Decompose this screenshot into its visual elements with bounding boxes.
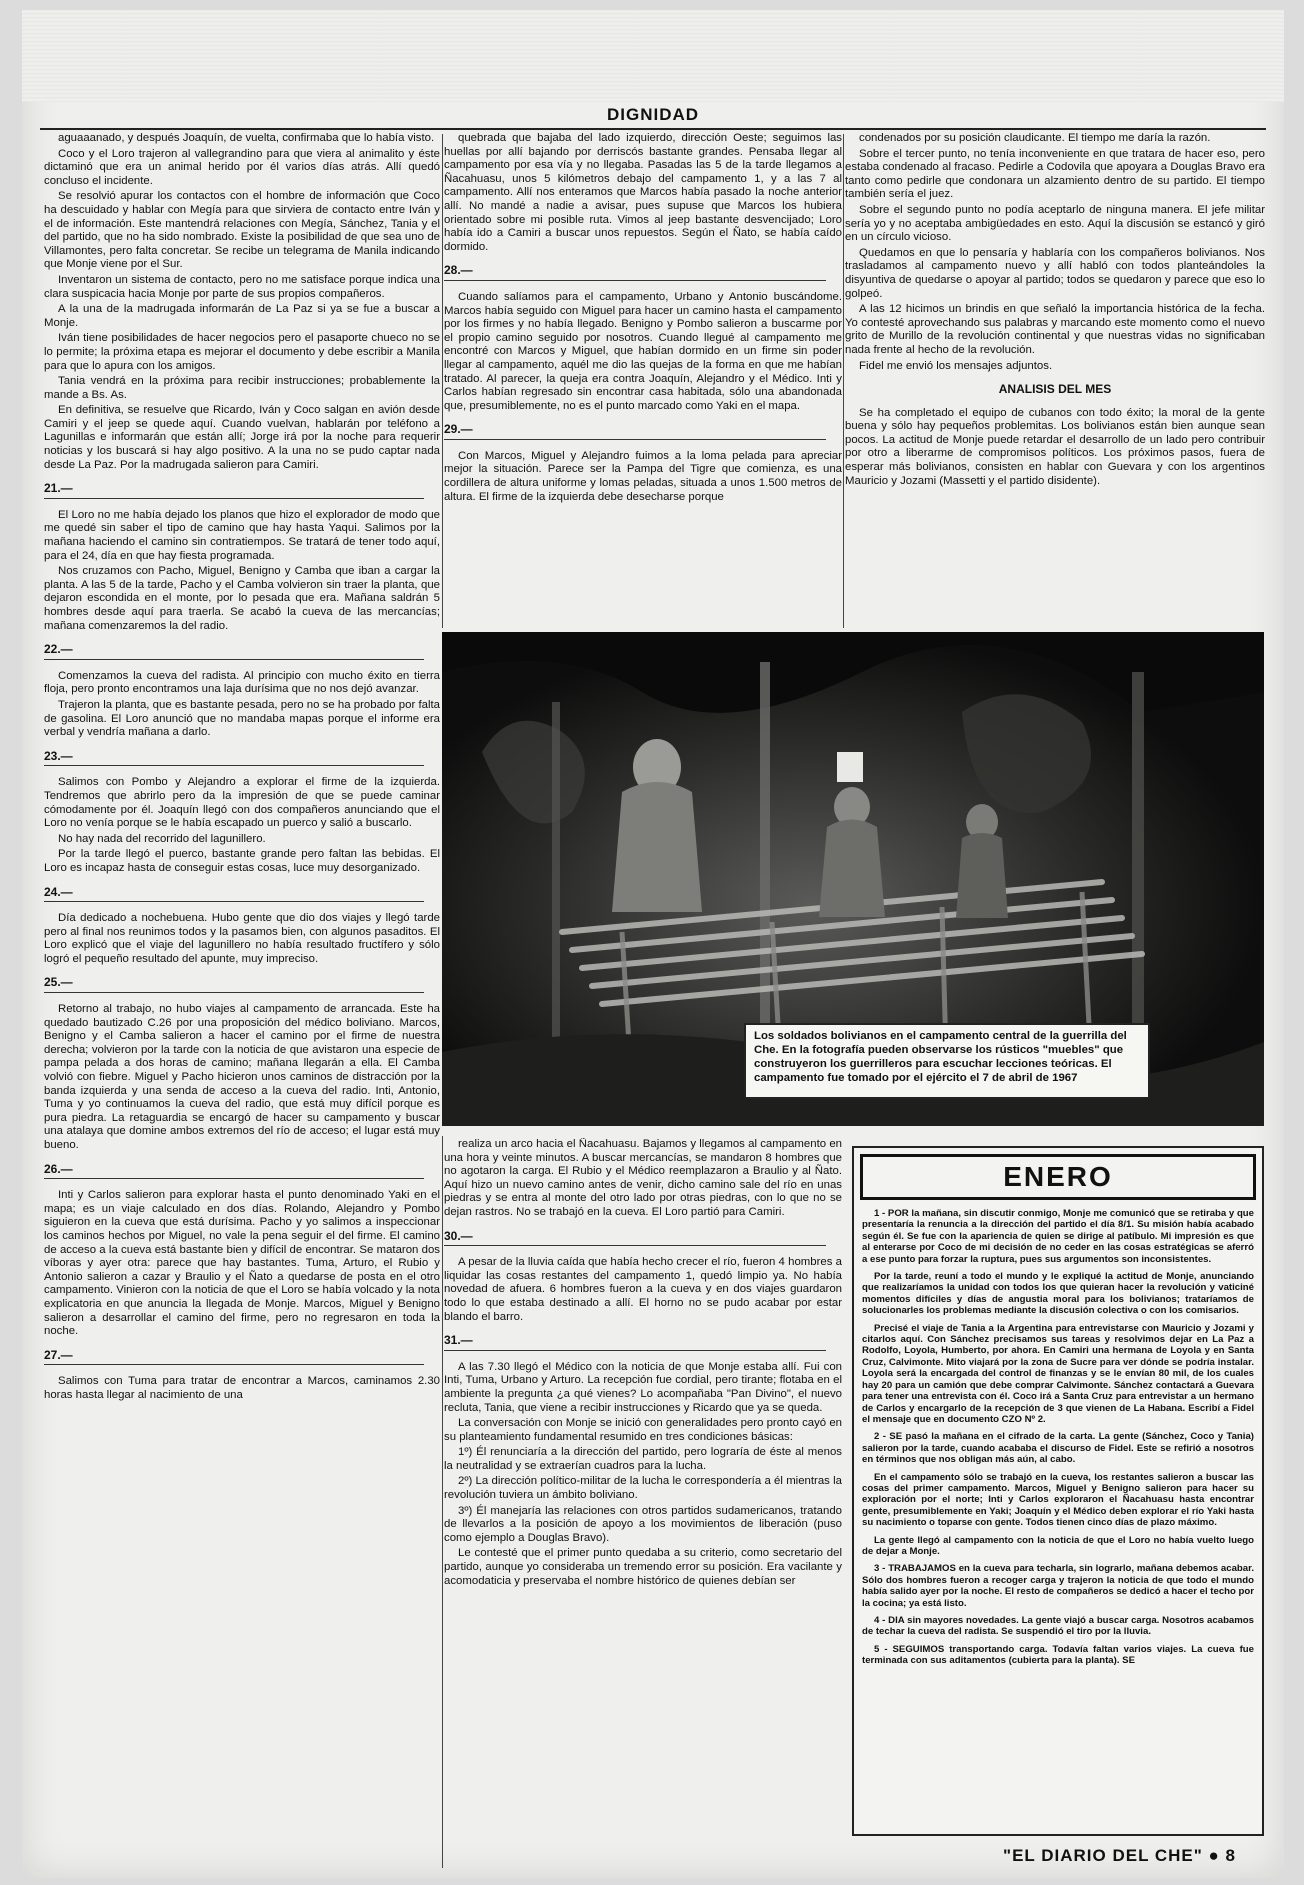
paragraph: Iván tiene posibilidades de hacer negocios pero el pasaporte chueco no se lo permite; la próxima etapa es mejorar el documento y debe escribir a Manila para que lo apura con los amigos. <box>44 332 440 372</box>
page-header <box>40 102 1266 130</box>
paragraph: 2 - SE pasó la mañana en el cifrado de la carta. La gente (Sánchez, Coco y Tania) salieron por la tarde, cuando acababa el discurso de Fidel. Este se refirió a nosotros en términos que nos obligan más aún, al cabo. <box>862 1431 1254 1466</box>
column-divider <box>442 1136 443 1868</box>
paragraph: Salimos con Pombo y Alejandro a explorar el firme de la izquierda. Tendremos que abrirlo pero da la impresión de que se puede caminar cómodamente por él. Joaquín llegó con dos compañeros anunciando que el Loro no venía porque se le había escapado un puerco y salió a buscarlo. <box>44 776 440 830</box>
paragraph: A las 12 hicimos un brindis en que señaló la importancia histórica de la fecha. Yo contesté aprovechando sus palabras y marcando este momento como el nuevo grito de Murillo de la revolución continental y que nuestras vidas no significaban nada frente al hecho de la revolución. <box>845 303 1265 356</box>
enero-sidebar <box>852 1146 1264 1836</box>
paragraph: Nos cruzamos con Pacho, Miguel, Benigno y Camba que iban a cargar la planta. A las 5 de la tarde, Pacho y el Camba volvieron sin traer la planta, que dejaron escondida en el monte, por lo pesada que era. Mañana saldrán 5 hombres desde aquí para traerla. Se acabó la cueva de las mercancías; mañana comenzaremos la del radio. <box>44 565 440 632</box>
paragraph: A la una de la madrugada informarán de La Paz si ya se fue a buscar a Monje. <box>44 303 440 329</box>
article-column-2 <box>444 132 842 632</box>
day-heading: 24.— <box>44 886 424 903</box>
paragraph: Día dedicado a nochebuena. Hubo gente que dio dos viajes y llegó tarde pero al final nos reunimos todos y la pasamos bien, con algunos pasaditos. El Loro explicó que el viaje del lagunillero no había resultado fructífero y sólo logró el pequeño resultado del apunte, muy impreciso. <box>44 912 440 965</box>
paragraph: Por la tarde llegó el puerco, bastante grande pero faltan las bebidas. El Loro es incapaz hasta de conseguir estas cosas, luce muy desorganizado. <box>44 848 440 874</box>
paragraph: Trajeron la planta, que es bastante pesada, pero no se ha probado por falta de gasolina. El Loro anunció que no mandaba mapas porque el informe era verbal y vendría mañana a darlo. <box>44 698 440 739</box>
paragraph: 2º) La dirección político-militar de la lucha le correspondería a él mientras la revolución tuviera un ámbito boliviano. <box>444 1475 842 1502</box>
column-divider <box>843 134 844 628</box>
paragraph: quebrada que bajaba del lado izquierdo, dirección Oeste; seguimos las huellas por allí bajando por derriscós bastante grandes. Pensaba llegar al campamento por esa vía y no llegaba. Pasadas las 5 de la tarde llegamos a Ñacahuasu, unos 5 kilómetros debajo del campamento 1, y a las 7 al campamento. Allí nos enteramos que Marcos había pasado la noche anterior allí. No mandé a nadie a avisar, pues supuse que Marcos los hubiera orientado sobre mi posible ruta. Vimos al jeep bastante desvencijado; Loro había ido a Camiri a buscar unos repuestos. Según el Ñato, se había caído dormido. <box>444 132 842 253</box>
paragraph: Sobre el segundo punto no podía aceptarlo de ninguna manera. El jefe militar sería yo y no aceptaba ambigüedades en esto. Aquí la discusión se estancó y giró en un círculo vicioso. <box>845 203 1265 244</box>
day-heading: 23.— <box>44 750 424 767</box>
paragraph: Precisé el viaje de Tania a la Argentina para entrevistarse con Mauricio y Jozami y citarlos aquí. Con Sánchez precisamos sus tareas y resolvimos dejar en La Paz a Rodolfo, Loyola, Humberto, por ahora. En Camiri una hermana de Loyola y en Santa Cruz, Calvimonte. Mito viajará por la zona de Sucre para ver dónde se podría instalar. Loyola será la encargada del control de finanzas y se le envían 80 mil, de los cuales hay 20 para un camión que debe comprar Calvimonte. Sánchez contactará a Guevara para tener una entrevista con él. Coco irá a Santa Cruz para entrevistar a un hermano de Carlos y encargarlo de la recepción de 3 que vienen de La Habana. Escribí a Fidel el mensaje que en documento CZO Nº 2. <box>862 1322 1254 1425</box>
paragraph: aguaaanado, y después Joaquín, de vuelta, confirmaba que lo había visto. <box>58 132 435 144</box>
paragraph: condenados por su posición claudicante. El tiempo me daría la razón. <box>859 132 1211 144</box>
page-top-margin <box>22 10 1284 102</box>
article-column-1 <box>44 132 440 1867</box>
paragraph: El Loro no me había dejado los planos que hizo el explorador de modo que me quedé sin saber el tipo de camino que hay hasta Yaqui. Salimos por la mañana haciendo el camino sin contratiempos. Se tratará de tener todo aquí, para el 24, día en que hay fiesta programada. <box>44 508 440 562</box>
newspaper-page <box>22 10 1284 1878</box>
day-heading: 31.— <box>444 1334 826 1351</box>
paragraph: Sobre el tercer punto, no tenía inconveniente en que tratara de hacer eso, pero estaba condenado al fracaso. Pedirle a Codovila que apoyara a Douglas Bravo era tanto como pedirle que condonara un alzamiento dentro de su partido. El tiempo también sería el juez. <box>845 147 1265 201</box>
paragraph: 3 - TRABAJAMOS en la cueva para techarla, sin lograrlo, mañana debemos acabar. Sólo dos hombres fueron a recoger carga y trajeron la noticia de que todo el mundo había salido ayer por la noche. El resto de compañeros se dedicó a hacer el techo por la cocina; ya está listo. <box>862 1563 1254 1609</box>
section-heading: ANALISIS DEL MES <box>998 382 1112 397</box>
paragraph: Le contesté que el primer punto quedaba a su criterio, como secretario del partido, aunque yo consideraba un tremendo error su posición. Era vacilante y acomodaticia y preservaba el nombre histórico de quienes debían ser <box>444 1547 842 1587</box>
paragraph: Quedamos en que lo pensaría y hablaría con los compañeros bolivianos. Nos trasladamos al campamento nuevo y allí habló con todos planteándoles la disyuntiva de quedarse o apoyar al partido; todos se quedaron y parece que eso lo golpeó. <box>845 246 1265 300</box>
day-heading: 27.— <box>44 1349 424 1366</box>
paragraph: Cuando salíamos para el campamento, Urbano y Antonio buscándome. Marcos había seguido con Miguel para hacer un camino hasta el campamento por los firmes y no había llegado. Benigno y Pombo salieron a buscarme por el propio camino seguido por nosotros. Cuando llegué al campamento me encontré con Marcos y Miguel, que habían dormido en un firme sin poder llegar al campamento, aquél me dio las quejas de la forma en que me habían tratado. Al parecer, la queja era contra Joaquín, Alejandro y el Médico. Inti y Carlos habían regresado sin encontrar casa habitada, sólo una abandonada que, presumiblemente, no es el punto marcado como Yaki en el mapa. <box>444 290 842 412</box>
paragraph: Coco y el Loro trajeron al vallegrandino para que viera al animalito y éste dictaminó que era un animal herido por él varios días atrás. Allí quedó concluso el incidente. <box>44 147 440 187</box>
enero-title: ENERO <box>860 1154 1256 1200</box>
paragraph: 3º) Él manejaría las relaciones con otros partidos sudamericanos, tratando de llevarlos a la posición de apoyo a los movimientos de liberación (puso como ejemplo a Douglas Bravo). <box>444 1504 842 1544</box>
column-divider <box>442 134 443 628</box>
paragraph: A pesar de la lluvia caída que había hecho crecer el río, fueron 4 hombres a liquidar las cosas restantes del campamento 1, quedó limpio ya. No había novedad de afuera. 6 hombres fueron a la cueva y en dos viajes guardaron todo lo que estaba destinado a allí. El horno no se pudo acabar por estar blando el barro. <box>444 1256 842 1323</box>
photo-caption: Los soldados bolivianos en el campamento central de la guerrilla del Che. En la fotografía pueden observarse los rústicos "muebles" que construyeron los guerrilleros para escuchar lecciones teóricas. El campamento fue tomado por el ejército el 7 de abril de 1967 <box>744 1023 1150 1099</box>
paragraph: Fidel me envió los mensajes adjuntos. <box>859 359 1053 372</box>
paragraph: Se ha completado el equipo de cubanos con todo éxito; la moral de la gente buena y sólo hay pequeños problemitas. Los bolivianos están bien aunque sean pocos. La actitud de Monje puede retardar el desarrollo de un lado pero contribuir por otro a liberarme de compromisos políticos. Los próximos pasos, fuera de esperar más bolivianos, consisten en hablar con Guevara y con los argentinos Mauricio y Jozami (Massetti y el partido disidente). <box>845 406 1265 487</box>
paragraph: Retorno al trabajo, no hubo viajes al campamento de arrancada. Este ha quedado bautizado C.26 por una proposición del médico boliviano. Marcos, Benigno y el Camba salieron a hacer el camino por el firme de nuestra derecha; volvieron por la tarde con la noticia de que avistaron una especie de pampa pelada a dos horas de camino; mañana llegarán a ella. El Camba volvió con fiebre. Miguel y Pacho hicieron unos caminos de distracción por la banda izquierda y una senda de acceso a la cueva del radio. Inti, Antonio, Tuma y yo continuamos la cueva del radio, que está muy difícil porque es pura piedra. La retaguardia se encargó de hacer su campamento y buscar una atalaya que domine ambos extremos del río de acceso; el lugar está muy bueno. <box>44 1003 440 1151</box>
article-column-2-continued <box>444 1138 842 1868</box>
paragraph: Inventaron un sistema de contacto, pero no me satisface porque indica una clara suspicacia hacia Monje por parte de sus propios compañeros. <box>44 273 440 300</box>
header-title: DIGNIDAD <box>606 105 700 124</box>
day-heading: 30.— <box>444 1230 826 1247</box>
paragraph: A las 7.30 llegó el Médico con la noticia de que Monje estaba allí. Fui con Inti, Tuma, Urbano y Arturo. La recepción fue cordial, pero tirante; flotaba en el ambiente la pregunta ¿a qué vienes? Lo acompañaba "Pan Divino", el nuevo recluta, Tania, que viene a recibir instrucciones y Ricardo que ya se queda. <box>444 1360 842 1414</box>
day-heading: 26.— <box>44 1163 424 1180</box>
day-heading: 22.— <box>44 643 424 660</box>
paragraph: Inti y Carlos salieron para explorar hasta el punto denominado Yaki en el mapa; es un viaje calculado en dos días. Rolando, Alejandro y Pombo siguieron en la cueva que está durísima. Pacho y yo salimos a inspeccionar los caminos hechos por Miguel, no vale la pena seguir el del firme. El camino de acceso a la cueva está bastante bien y difícil de encontrar. Se mataron dos víboras y ayer otra: parece que hay bastantes. Tuma, Arturo, el Rubio y Antonio salieron a cazar y Braulio y el Ñato a quedarse de posta en el otro campamento. Vinieron con la noticia de que el Loro se había volcado y la nota explicatoria en que anuncia la llegada de Monje. Marcos, Miguel y Benigno salieron a desarrollar el camino del firme, pero no regresaron en toda la noche. <box>44 1189 440 1338</box>
day-heading: 28.— <box>444 264 826 281</box>
paragraph: La gente llegó al campamento con la noticia de que el Loro no había vuelto luego de dejar a Monje. <box>862 1534 1254 1557</box>
paragraph: realiza un arco hacia el Ñacahuasu. Bajamos y llegamos al campamento en una hora y veinte minutos. A buscar mercancías, se mandaron 8 hombres que no agotaron la carga. El Rubio y el Médico reemplazaron a Braulio y al Ñato. Aquí hizo un nuevo camino antes de venir, dicho camino sale del río en unas piedras y se entra al monte del otro lado por otras piedras, con lo que no se dejan rastros. No se trabajó en la cueva. El Loro partió para Camiri. <box>444 1138 842 1218</box>
paragraph: Salimos con Tuma para tratar de encontrar a Marcos, caminamos 2.30 horas hasta llegar al nacimiento de una <box>44 1375 440 1401</box>
paragraph: 1º) Él renunciaría a la dirección del partido, pero lograría de éste al menos la neutralidad y se extraerían cuadros para la lucha. <box>444 1446 842 1472</box>
paragraph: En definitiva, se resuelve que Ricardo, Iván y Coco salgan en avión desde Camiri y el jeep se quede aquí. Cuando vuelvan, hablarán por teléfono a Lagunillas e informarán que están allí; Jorge irá por la noche para requerir noticias y los buscará si hay algo positivo. A la una no se pudo captar nada desde La Paz. Por la madrugada salieron para Camiri. <box>44 404 440 471</box>
paragraph: Comenzamos la cueva del radista. Al principio con mucho éxito en tierra floja, pero pronto encontramos una laja durísima que no nos dejó avanzar. <box>44 669 440 696</box>
paragraph: Se resolvió apurar los contactos con el hombre de información que Coco ha descuidado y hablar con Megía para que sirviera de contacto entre Iván y el de información. Este mantendrá relaciones con Megía, Sánchez, Tania y el del partido, que no ha sido nombrado. Existe la posibilidad de que sea uno de Villamontes, pero falta concretar. Se recibe un telegrama de Manila indicando que Monje viene por el Sur. <box>44 190 440 271</box>
paragraph: Tania vendrá en la próxima para recibir instrucciones; probablemente la mande a Bs. As. <box>44 375 440 401</box>
day-heading: 25.— <box>44 976 424 993</box>
paragraph: 4 - DIA sin mayores novedades. La gente viajó a buscar carga. Nosotros acabamos de techar la cueva del radista. Se suspendió el tiro por la lluvia. <box>862 1615 1254 1638</box>
paragraph: Por la tarde, reuní a todo el mundo y le expliqué la actitud de Monje, anunciando que realizaríamos la unidad con todos los que quieran hacer la revolución y vaticiné momentos difíciles y días de angustia moral para los bolivianos; trataríamos de solucionarles los problemas mediante la discusión colectiva o con los comisarios. <box>862 1271 1254 1317</box>
article-column-3 <box>845 132 1265 622</box>
paragraph: En el campamento sólo se trabajó en la cueva, los restantes salieron a buscar las cosas del primer campamento. Marcos, Miguel y Benigno salieron para hacer su exploración por el norte; Inti y Carlos exploraron el Ñacahuasu hasta encontrar gente, presumiblemente en Yaki; Joaquín y el Médico deben explorar el río Yaki hasta su nacimiento o toparse con gente. Todos tienen cinco días de plazo máximo. <box>862 1471 1254 1529</box>
paragraph: No hay nada del recorrido del lagunillero. <box>58 832 266 845</box>
paragraph: 1 - POR la mañana, sin discutir conmigo, Monje me comunicó que se retiraba y que presentaría la renuncia a la dirección del partido el día 8/1. Su misión había acabado según él. Se fue con la apariencia de quien se dirige al patíbulo. Mi impresión es que al enterarse por Coco de mi decisión de no ceder en las cosas estratégicas se aferró a ese punto para forzar la ruptura, pues sus argumentos son inconsistentes. <box>862 1208 1254 1265</box>
paragraph: 5 - SEGUIMOS transportando carga. Todavía faltan varios viajes. La cueva fue terminada con sus aditamentos (cubierta para la planta). SE <box>862 1643 1254 1667</box>
day-heading: 21.— <box>44 482 424 499</box>
page-footer: "EL DIARIO DEL CHE" ● 8 <box>1003 1846 1236 1865</box>
paragraph: Con Marcos, Miguel y Alejandro fuimos a la loma pelada para apreciar mejor la situación. Parece ser la Pampa del Tigre que comienza, es una cordillera de altura uniforme y lomas peladas, situada a unos 1.500 metros de altura. El firme de la izquierda debe desecharse porque <box>444 449 842 503</box>
day-heading: 29.— <box>444 423 826 440</box>
paragraph: La conversación con Monje se inició con generalidades pero pronto cayó en su planteamiento fundamental resumido en tres condiciones básicas: <box>444 1417 842 1443</box>
